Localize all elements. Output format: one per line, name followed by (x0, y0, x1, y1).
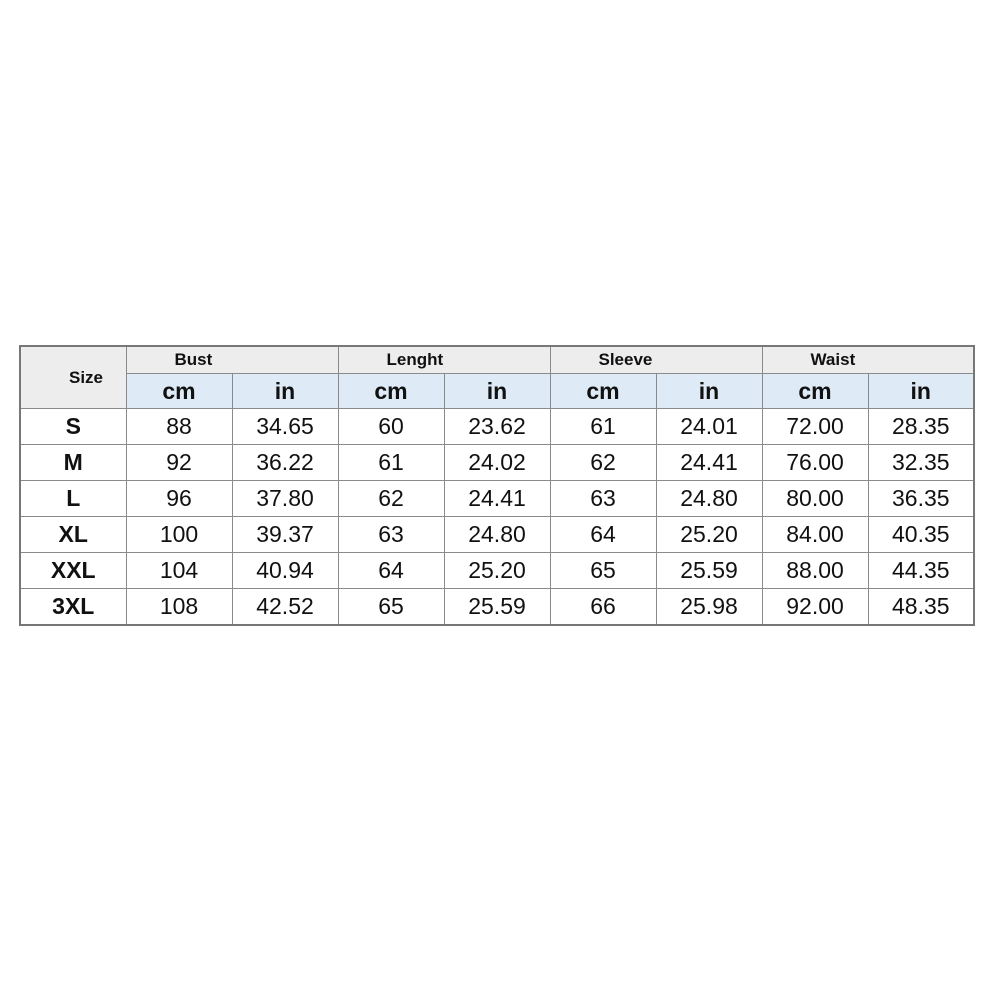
measurement-cell: 34.65 (232, 409, 338, 445)
measurement-cell: 37.80 (232, 481, 338, 517)
measurement-cell: 23.62 (444, 409, 550, 445)
size-rows (20, 409, 974, 626)
measurement-cell: 25.98 (656, 589, 762, 626)
measurement-cell: 25.59 (444, 589, 550, 626)
measurement-cell: 24.01 (656, 409, 762, 445)
group-header-waist: Waist (762, 346, 974, 374)
size-chart-table (19, 345, 975, 626)
unit-header: cm (762, 374, 868, 409)
measurement-cell: 39.37 (232, 517, 338, 553)
measurement-cell: 72.00 (762, 409, 868, 445)
measurement-cell: 66 (550, 589, 656, 626)
size-label: XL (20, 517, 126, 553)
size-label: M (20, 445, 126, 481)
unit-header: in (444, 374, 550, 409)
table-row (20, 409, 974, 445)
measurement-cell: 63 (338, 517, 444, 553)
measurement-cell: 42.52 (232, 589, 338, 626)
measurement-cell: 62 (338, 481, 444, 517)
measurement-cell: 28.35 (868, 409, 974, 445)
size-label: L (20, 481, 126, 517)
group-header-sleeve: Sleeve (550, 346, 762, 374)
size-label: S (20, 409, 126, 445)
group-header-length: Lenght (338, 346, 550, 374)
measurement-cell: 60 (338, 409, 444, 445)
unit-header: cm (126, 374, 232, 409)
measurement-cell: 92 (126, 445, 232, 481)
group-header-row (20, 346, 974, 374)
measurement-cell: 25.20 (444, 553, 550, 589)
measurement-cell: 25.20 (656, 517, 762, 553)
size-label: 3XL (20, 589, 126, 626)
measurement-cell: 100 (126, 517, 232, 553)
measurement-cell: 24.02 (444, 445, 550, 481)
measurement-cell: 88.00 (762, 553, 868, 589)
measurement-cell: 25.59 (656, 553, 762, 589)
measurement-cell: 36.22 (232, 445, 338, 481)
measurement-cell: 40.35 (868, 517, 974, 553)
measurement-cell: 84.00 (762, 517, 868, 553)
unit-header: cm (338, 374, 444, 409)
size-column-header: Size (20, 346, 126, 409)
measurement-cell: 104 (126, 553, 232, 589)
unit-header: in (232, 374, 338, 409)
size-label: XXL (20, 553, 126, 589)
size-chart (19, 345, 974, 626)
measurement-cell: 62 (550, 445, 656, 481)
measurement-cell: 40.94 (232, 553, 338, 589)
table-row (20, 481, 974, 517)
group-header-bust: Bust (126, 346, 338, 374)
measurement-cell: 65 (338, 589, 444, 626)
table-row (20, 517, 974, 553)
measurement-cell: 24.80 (656, 481, 762, 517)
measurement-cell: 24.41 (444, 481, 550, 517)
measurement-cell: 24.41 (656, 445, 762, 481)
measurement-cell: 64 (338, 553, 444, 589)
measurement-cell: 65 (550, 553, 656, 589)
measurement-cell: 80.00 (762, 481, 868, 517)
measurement-cell: 48.35 (868, 589, 974, 626)
table-row (20, 553, 974, 589)
measurement-cell: 92.00 (762, 589, 868, 626)
measurement-cell: 36.35 (868, 481, 974, 517)
measurement-cell: 61 (338, 445, 444, 481)
unit-header-row (20, 374, 974, 409)
measurement-cell: 44.35 (868, 553, 974, 589)
unit-header: in (656, 374, 762, 409)
unit-header: in (868, 374, 974, 409)
unit-header: cm (550, 374, 656, 409)
measurement-cell: 88 (126, 409, 232, 445)
measurement-cell: 63 (550, 481, 656, 517)
measurement-cell: 64 (550, 517, 656, 553)
measurement-cell: 76.00 (762, 445, 868, 481)
measurement-cell: 32.35 (868, 445, 974, 481)
table-row (20, 445, 974, 481)
measurement-cell: 24.80 (444, 517, 550, 553)
measurement-cell: 61 (550, 409, 656, 445)
measurement-cell: 108 (126, 589, 232, 626)
measurement-cell: 96 (126, 481, 232, 517)
table-row (20, 589, 974, 626)
